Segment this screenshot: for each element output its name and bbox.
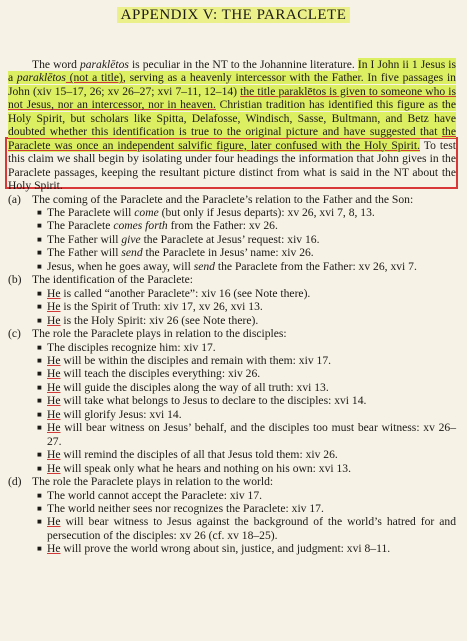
section-heading-text: The role the Paraclete plays in relation to the world: (32, 475, 274, 489)
item-text: the Paraclete in Jesus’ name: xiv 26. (142, 246, 314, 260)
bullet-icon: ■ (37, 221, 42, 231)
underlined-he: He (47, 542, 61, 556)
list-item (8, 300, 456, 313)
section-label: (a) (8, 192, 21, 206)
underlined-he: He (47, 421, 61, 435)
underlined-text: the title paraklētos is given to someone who is not Jesus, nor an intercessor, nor in heaven. (8, 84, 456, 112)
list-item (8, 260, 456, 273)
bullet-icon: ■ (37, 517, 42, 527)
item-text: Note there). (254, 286, 311, 300)
item-emphasis: give (121, 232, 141, 246)
highlight-span (8, 58, 456, 152)
list-item (8, 515, 456, 542)
bullet-icon: ■ (37, 463, 42, 473)
underlined-he: He (47, 515, 61, 529)
intro-text: In I John ii 1 Jesus is a (8, 58, 456, 85)
list-item (8, 287, 456, 300)
item-text: from the Father: xv 26. (167, 219, 278, 233)
item-text: The Father will (47, 246, 122, 260)
sections-container (8, 193, 456, 556)
list-item (8, 314, 456, 327)
item-text: will speak only what he hears and nothing on his own: xvi 13. (60, 461, 351, 475)
list-item (8, 367, 456, 380)
item-text: is the Holy Spirit: xiv 26 (see (60, 313, 203, 327)
section-heading-text: The role the Paraclete plays in relation to the disciples: (32, 327, 287, 341)
list-item (8, 341, 456, 354)
list-item (8, 381, 456, 394)
section-label: (c) (8, 327, 21, 341)
underlined-he: He (47, 448, 61, 462)
list-item (8, 421, 456, 448)
bullet-icon: ■ (37, 355, 42, 365)
bullet-icon: ■ (37, 544, 42, 554)
list-item (8, 394, 456, 407)
bullet-icon: ■ (37, 409, 42, 419)
list-item (8, 354, 456, 367)
list-item (8, 219, 456, 232)
item-text: Jesus, when he goes away, will (47, 259, 194, 273)
list-item (8, 448, 456, 461)
item-emphasis: send (193, 259, 215, 273)
item-text: The disciples recognize him: xiv 17. (47, 340, 216, 354)
underlined-he: He (47, 367, 61, 381)
underlined-he: He (47, 353, 61, 367)
section-list (8, 287, 456, 327)
section-heading (8, 273, 456, 286)
intro-text: To test this claim we shall begin by isolating under four headings the information that John gives in the Paraclete passages, keeping the resultant picture distinct from what is said in the NT about the Holy Spirit. (8, 138, 456, 193)
bullet-icon: ■ (37, 490, 42, 500)
intro-text: , serving as a heavenly intercessor with the Father. In five passages in John (xiv 15–17, 26; xv 26–27; xvi 7–11, 12–14) (8, 71, 456, 98)
bullet-icon: ■ (37, 248, 42, 258)
page-title (0, 7, 467, 24)
bullet-icon: ■ (37, 396, 42, 406)
section-heading (8, 193, 456, 206)
item-text: will take what belongs to Jesus to declare to the disciples: xvi 14. (60, 394, 367, 408)
item-text: The Paraclete will (47, 205, 135, 219)
section-heading-text: The coming of the Paraclete and the Paraclete’s relation to the Father and the Son: (32, 192, 414, 206)
document-body (8, 58, 456, 556)
bullet-icon: ■ (37, 288, 42, 298)
item-text: will prove the world wrong about sin, justice, and judgment: xvi 8–11. (60, 542, 391, 556)
item-text: will teach the disciples everything: xiv 26. (60, 367, 261, 381)
list-item (8, 233, 456, 246)
underlined-he: He (47, 407, 61, 421)
section-list (8, 206, 456, 273)
bullet-icon: ■ (37, 503, 42, 513)
bullet-icon: ■ (37, 234, 42, 244)
item-text: will glorify Jesus: xvi 14. (60, 407, 182, 421)
item-text: The Paraclete (47, 219, 114, 233)
section-list (8, 341, 456, 476)
item-text: is called “another Paraclete”: xiv 16 (see (60, 286, 255, 300)
title-text: APPENDIX V: THE PARACLETE (117, 7, 351, 23)
list-item (8, 489, 456, 502)
bullet-icon: ■ (37, 315, 42, 325)
item-text: is the Spirit of Truth: xiv 17, xv 26, xvi 13. (60, 300, 263, 314)
item-text: The world neither sees nor recognizes the Paraclete: xiv 17. (47, 501, 324, 515)
intro-text: is peculiar in the NT to the Johannine literature. (128, 58, 358, 71)
section-heading (8, 475, 456, 488)
underlined-he: He (47, 313, 61, 327)
section-heading-text: The identification of the Paraclete: (32, 273, 193, 287)
bullet-icon: ■ (37, 261, 42, 271)
underlined-text: (not a title) (65, 71, 123, 85)
item-text: will guide the disciples along the way of all truth: xvi 13. (60, 380, 329, 394)
item-text: (but only if Jesus departs): xv 26, xvi 7, 8, 13. (158, 205, 375, 219)
bullet-icon: ■ (37, 342, 42, 352)
item-text: will bear witness on Jesus’ behalf, and the disciples too must bear witness: xv 26–27. (47, 421, 456, 448)
item-text: the Paraclete from the Father: xv 26, xvi 7. (214, 259, 417, 273)
item-emphasis: come (134, 205, 159, 219)
item-emphasis: comes forth (113, 219, 168, 233)
underlined-he: He (47, 461, 61, 475)
bullet-icon: ■ (37, 302, 42, 312)
bullet-icon: ■ (37, 382, 42, 392)
item-emphasis: send (121, 246, 143, 260)
list-item (8, 246, 456, 259)
list-item (8, 206, 456, 219)
underlined-he: He (47, 394, 61, 408)
list-item (8, 408, 456, 421)
bullet-icon: ■ (37, 207, 42, 217)
intro-term: paraklētos (16, 71, 66, 85)
item-text: the Paraclete at Jesus’ request: xiv 16. (140, 232, 320, 246)
item-text: will bear witness to Jesus against the background of the world’s hatred for and persecution of the disciples: xv 26 (cf. xv 18–25). (47, 515, 456, 542)
section-heading (8, 327, 456, 340)
bullet-icon: ■ (37, 423, 42, 433)
intro-term: paraklētos (79, 58, 129, 71)
item-text: The world cannot accept the Paraclete: xiv 17. (47, 488, 263, 502)
section-label: (d) (8, 475, 22, 489)
intro-text: Christian tradition has identified this figure as the Holy Spirit, but scholars like Spitta, Delafosse, Windisch, Sasse, Bultmann, and Betz have doubted whether this identification is true to the original picture and have suggested that (8, 98, 456, 139)
underlined-he: He (47, 380, 61, 394)
underlined-text: the Paraclete was once an independent salvific figure, later confused with the Holy Spirit. (8, 125, 456, 152)
section-list (8, 489, 456, 556)
list-item (8, 502, 456, 515)
item-text: Note there). (202, 313, 259, 327)
item-text: will remind the disciples of all that Jesus told them: xiv 26. (60, 448, 338, 462)
list-item (8, 462, 456, 475)
list-item (8, 542, 456, 555)
section-label: (b) (8, 273, 22, 287)
underlined-he: He (47, 286, 61, 300)
item-text: The Father will (47, 232, 122, 246)
bullet-icon: ■ (37, 369, 42, 379)
item-text: will be within the disciples and remain with them: xiv 17. (60, 353, 332, 367)
bullet-icon: ■ (37, 450, 42, 460)
underlined-he: He (47, 300, 61, 314)
intro-text: The word (32, 58, 80, 71)
intro-paragraph (8, 58, 456, 193)
